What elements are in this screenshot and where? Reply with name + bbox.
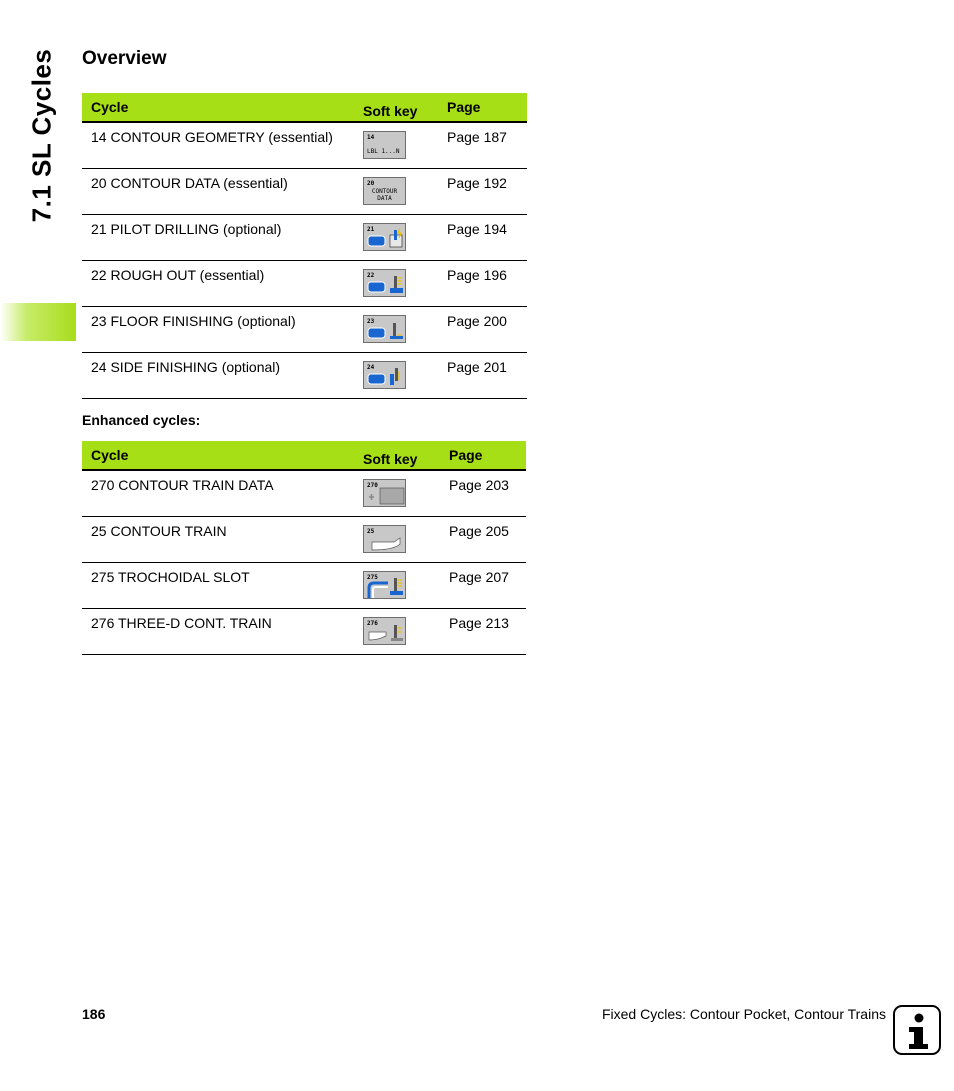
softkey-cycle-22[interactable] xyxy=(363,269,406,297)
softkey-cycle-20[interactable] xyxy=(363,177,406,205)
softkey-cycle-23[interactable] xyxy=(363,315,406,343)
softkey-cycle-275[interactable] xyxy=(363,571,406,599)
softkey-number: 270 xyxy=(367,482,378,489)
softkey-cycle-270[interactable] xyxy=(363,479,406,507)
softkey-label: LBL 1...N xyxy=(367,148,400,155)
table-header-row xyxy=(82,441,526,470)
page-reference: Page 187 xyxy=(438,122,527,168)
contour-train-icon xyxy=(364,526,407,554)
softkey-number: 24 xyxy=(367,363,375,371)
cycle-name: 25 CONTOUR TRAIN xyxy=(82,516,355,562)
softkey-number: 25 xyxy=(367,527,375,535)
softkey-label-line-2: DATA xyxy=(377,194,392,202)
section-title-vertical: 7.1 SL Cycles xyxy=(26,48,57,222)
overview-heading: Overview xyxy=(82,48,167,69)
cycle-name: 23 FLOOR FINISHING (optional) xyxy=(82,306,355,352)
table-row xyxy=(82,214,527,260)
table-row xyxy=(82,122,527,168)
column-header-cycle: Cycle xyxy=(82,93,355,122)
table-row xyxy=(82,306,527,352)
column-header-page: Page xyxy=(438,93,527,122)
softkey-cycle-276[interactable] xyxy=(363,617,406,645)
enhanced-cycles-heading: Enhanced cycles: xyxy=(82,412,201,428)
table-row xyxy=(82,260,527,306)
column-header-cycle: Cycle xyxy=(82,441,355,470)
table-row xyxy=(82,168,527,214)
cycle-name: 24 SIDE FINISHING (optional) xyxy=(82,352,355,398)
page-reference: Page 194 xyxy=(438,214,527,260)
softkey-number: 23 xyxy=(367,317,375,325)
cycle-name: 22 ROUGH OUT (essential) xyxy=(82,260,355,306)
softkey-number: 22 xyxy=(367,271,375,279)
contour-train-data-icon xyxy=(364,480,407,508)
softkey-number: 20 xyxy=(367,179,375,187)
cycle-name: 14 CONTOUR GEOMETRY (essential) xyxy=(82,122,355,168)
cycle-name: 276 THREE-D CONT. TRAIN xyxy=(82,608,355,654)
floor-finishing-icon xyxy=(364,316,407,344)
chapter-title: Fixed Cycles: Contour Pocket, Contour Trains xyxy=(601,1006,886,1022)
table-row xyxy=(82,608,526,654)
pilot-drilling-icon xyxy=(364,224,407,252)
cycle-name: 20 CONTOUR DATA (essential) xyxy=(82,168,355,214)
table-row xyxy=(82,516,526,562)
table-row xyxy=(82,470,526,516)
page-reference: Page 192 xyxy=(438,168,527,214)
page-reference: Page 200 xyxy=(438,306,527,352)
page-reference: Page 196 xyxy=(438,260,527,306)
table-row xyxy=(82,562,526,608)
table-row xyxy=(82,352,527,398)
softkey-label-line-1: CONTOUR xyxy=(371,187,398,195)
section-tab-marker xyxy=(0,303,76,341)
trochoidal-slot-icon xyxy=(364,572,407,600)
softkey-number: 275 xyxy=(367,573,378,581)
softkey-cycle-14[interactable] xyxy=(363,131,406,159)
page-reference: Page 201 xyxy=(438,352,527,398)
column-header-softkey: Soft key xyxy=(355,441,440,470)
cycle-name: 275 TROCHOIDAL SLOT xyxy=(82,562,355,608)
softkey-cycle-21[interactable] xyxy=(363,223,406,251)
cycle-name: 21 PILOT DRILLING (optional) xyxy=(82,214,355,260)
page-reference: Page 203 xyxy=(440,470,526,516)
side-finishing-icon xyxy=(364,362,407,390)
cycle-name: 270 CONTOUR TRAIN DATA xyxy=(82,470,355,516)
column-header-page: Page xyxy=(440,441,526,470)
page-reference: Page 205 xyxy=(440,516,526,562)
softkey-cycle-24[interactable] xyxy=(363,361,406,389)
rough-out-icon xyxy=(364,270,407,298)
softkey-number: 21 xyxy=(367,225,375,233)
page-reference: Page 207 xyxy=(440,562,526,608)
softkey-number: 14 xyxy=(367,134,375,141)
overview-table xyxy=(82,93,527,399)
three-d-contour-train-icon xyxy=(364,618,407,646)
table-header-row xyxy=(82,93,527,122)
softkey-cycle-25[interactable] xyxy=(363,525,406,553)
page-number: 186 xyxy=(82,1006,106,1022)
page-reference: Page 213 xyxy=(440,608,526,654)
softkey-number: 276 xyxy=(367,619,378,627)
column-header-softkey: Soft key xyxy=(355,93,438,122)
info-icon xyxy=(893,1005,941,1055)
enhanced-cycles-table xyxy=(82,441,526,655)
